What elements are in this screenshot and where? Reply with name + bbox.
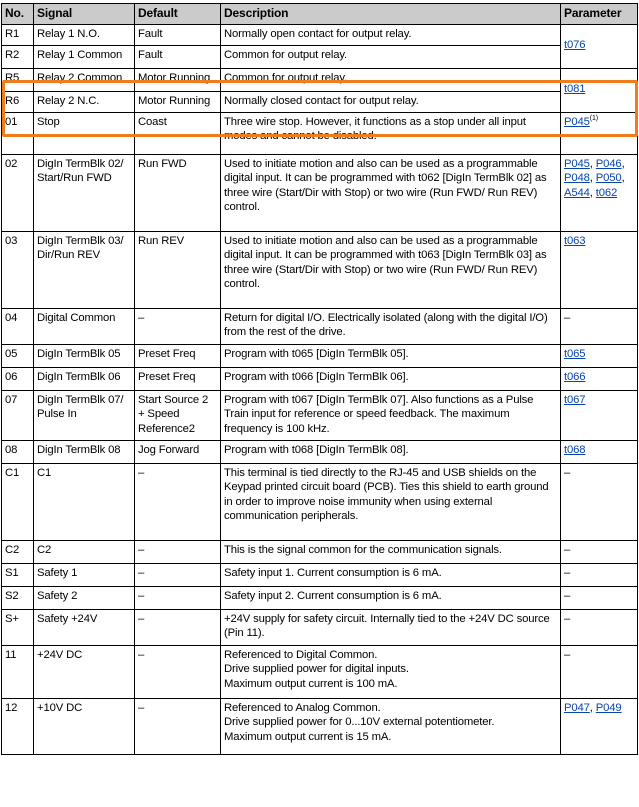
cell-parameter	[561, 308, 638, 344]
parameter-link-p046[interactable]: P046	[595, 157, 622, 170]
cell-default: Fault	[135, 45, 221, 68]
cell-default: Fault	[135, 24, 221, 45]
table-row	[2, 463, 638, 540]
cell-default: Motor Running	[135, 91, 221, 112]
parameter-link-p049[interactable]: P049	[595, 701, 622, 714]
cell-signal: Digital Common	[34, 308, 135, 344]
parameter-none: –	[564, 466, 571, 479]
cell-signal: Safety 1	[34, 563, 135, 586]
table-row	[2, 609, 638, 645]
parameter-none: –	[564, 566, 571, 579]
table-row	[2, 586, 638, 609]
table-row	[2, 68, 638, 91]
cell-signal: Relay 1 Common	[34, 45, 135, 68]
header-default: Default	[135, 4, 221, 25]
cell-no: S+	[2, 609, 34, 645]
cell-no: 08	[2, 440, 34, 463]
cell-parameter	[561, 231, 638, 308]
table-header-row	[2, 4, 638, 25]
cell-default: –	[135, 308, 221, 344]
cell-description: Used to initiate motion and also can be used as a programmable digital input. It can be programmed with t063 [DigIn TermBlk 03] as three wire (Start/Dir with Stop) or two wire (Run FWD/ Run REV) control.	[221, 231, 561, 308]
cell-description: Three wire stop. However, it functions as a stop under all input modes and cannot be disabled.	[221, 112, 561, 154]
parameter-link-t081[interactable]: t081	[564, 83, 586, 96]
cell-description: Return for digital I/O. Electrically isolated (along with the digital I/O) from the rest of the drive.	[221, 308, 561, 344]
cell-description: Program with t065 [DigIn TermBlk 05].	[221, 344, 561, 367]
cell-default: –	[135, 463, 221, 540]
parameter-link-p048[interactable]: P048	[564, 172, 590, 184]
cell-parameter	[561, 390, 638, 440]
cell-parameter	[561, 344, 638, 367]
parameter-link-p050[interactable]: P050	[595, 172, 622, 184]
table-row	[2, 91, 638, 112]
parameter-link-p045[interactable]: P045	[564, 157, 590, 170]
cell-parameter	[561, 540, 638, 563]
cell-no: 06	[2, 367, 34, 390]
parameter-link-t063[interactable]: t063	[564, 234, 586, 247]
parameter-none: –	[564, 589, 571, 602]
cell-signal: DigIn TermBlk 03/ Dir/Run REV	[34, 231, 135, 308]
cell-default: Preset Freq	[135, 367, 221, 390]
cell-parameter	[561, 563, 638, 586]
io-terminal-table	[1, 3, 638, 755]
cell-no: R5	[2, 68, 34, 91]
cell-parameter	[561, 463, 638, 540]
cell-signal: C1	[34, 463, 135, 540]
io-terminal-table-container	[1, 3, 637, 755]
cell-parameter	[561, 609, 638, 645]
cell-default: –	[135, 586, 221, 609]
parameter-link-t066[interactable]: t066	[564, 370, 586, 383]
cell-no: S2	[2, 586, 34, 609]
cell-description: Normally open contact for output relay.	[221, 24, 561, 45]
table-row	[2, 112, 638, 154]
table-row	[2, 344, 638, 367]
cell-signal: Relay 2 N.C.	[34, 91, 135, 112]
cell-signal: DigIn TermBlk 06	[34, 367, 135, 390]
parameter-link-a544[interactable]: A544	[564, 186, 590, 199]
cell-signal: C2	[34, 540, 135, 563]
cell-parameter	[561, 112, 638, 154]
cell-signal: +24V DC	[34, 645, 135, 698]
cell-parameter	[561, 68, 638, 112]
cell-default: –	[135, 609, 221, 645]
table-row	[2, 45, 638, 68]
cell-description: Referenced to Digital Common. Drive supplied power for digital inputs. Maximum output current is 100 mA.	[221, 645, 561, 698]
cell-description: Common for output relay.	[221, 68, 561, 91]
parameter-link-t067[interactable]: t067	[564, 393, 586, 406]
cell-default: Run FWD	[135, 154, 221, 231]
cell-parameter	[561, 586, 638, 609]
table-row	[2, 390, 638, 440]
cell-signal: Stop	[34, 112, 135, 154]
cell-parameter: P045, P046, P048, P050, A544, t062	[561, 154, 638, 231]
cell-signal: DigIn TermBlk 05	[34, 344, 135, 367]
table-row	[2, 308, 638, 344]
parameter-link-t076[interactable]: t076	[564, 39, 586, 52]
parameter-link-p047[interactable]: P047	[564, 701, 590, 714]
table-body	[2, 24, 638, 754]
header-description: Description	[221, 4, 561, 25]
cell-no: R2	[2, 45, 34, 68]
cell-no: 07	[2, 390, 34, 440]
table-row	[2, 154, 638, 231]
cell-description: Common for output relay.	[221, 45, 561, 68]
cell-default: –	[135, 698, 221, 754]
cell-parameter: P047, P049	[561, 698, 638, 754]
footnote-marker: (1)	[589, 114, 598, 122]
cell-default: Preset Freq	[135, 344, 221, 367]
cell-description: Referenced to Analog Common. Drive supplied power for 0...10V external potentiometer. Maximum output current is 15 mA.	[221, 698, 561, 754]
cell-signal: Relay 2 Common	[34, 68, 135, 91]
cell-signal: Relay 1 N.O.	[34, 24, 135, 45]
table-row	[2, 440, 638, 463]
parameter-none: –	[564, 612, 571, 625]
cell-signal: +10V DC	[34, 698, 135, 754]
cell-no: 03	[2, 231, 34, 308]
table-row	[2, 540, 638, 563]
header-no: No.	[2, 4, 34, 25]
table-row	[2, 698, 638, 754]
parameter-none: –	[564, 648, 571, 661]
cell-no: C1	[2, 463, 34, 540]
cell-no: 05	[2, 344, 34, 367]
cell-signal: Safety 2	[34, 586, 135, 609]
cell-signal: Safety +24V	[34, 609, 135, 645]
cell-default: Jog Forward	[135, 440, 221, 463]
table-row	[2, 563, 638, 586]
cell-default: –	[135, 540, 221, 563]
cell-description: Used to initiate motion and also can be used as a programmable digital input. It can be programmed with t062 [DigIn TermBlk 02] as three wire (Start/Dir with Stop) or two wire (Run FWD/ Run REV) control.	[221, 154, 561, 231]
table-row	[2, 231, 638, 308]
cell-default: Start Source 2 + Speed Reference2	[135, 390, 221, 440]
cell-default: Coast	[135, 112, 221, 154]
table-row	[2, 24, 638, 45]
cell-description: Program with t068 [DigIn TermBlk 08].	[221, 440, 561, 463]
parameter-link-t068[interactable]: t068	[564, 443, 586, 456]
cell-default: Motor Running	[135, 68, 221, 91]
cell-description: Program with t067 [DigIn TermBlk 07]. Also functions as a Pulse Train input for reference or speed feedback. The maximum frequency is 100 kHz.	[221, 390, 561, 440]
cell-signal: DigIn TermBlk 08	[34, 440, 135, 463]
cell-no: 11	[2, 645, 34, 698]
cell-default: Run REV	[135, 231, 221, 308]
cell-parameter	[561, 645, 638, 698]
cell-description: Program with t066 [DigIn TermBlk 06].	[221, 367, 561, 390]
cell-signal: DigIn TermBlk 07/ Pulse In	[34, 390, 135, 440]
cell-description: This terminal is tied directly to the RJ-45 and USB shields on the Keypad printed circuit board (PCB). Ties this shield to earth ground in order to improve noise immunity when using external communication peripherals.	[221, 463, 561, 540]
parameter-link-t065[interactable]: t065	[564, 347, 586, 360]
cell-default: –	[135, 645, 221, 698]
cell-no: 02	[2, 154, 34, 231]
cell-description: Safety input 1. Current consumption is 6 mA.	[221, 563, 561, 586]
header-signal: Signal	[34, 4, 135, 25]
parameter-none: –	[564, 543, 571, 556]
cell-no: 12	[2, 698, 34, 754]
cell-no: 01	[2, 112, 34, 154]
cell-description: +24V supply for safety circuit. Internally tied to the +24V DC source (Pin 11).	[221, 609, 561, 645]
cell-description: This is the signal common for the communication signals.	[221, 540, 561, 563]
cell-no: 04	[2, 308, 34, 344]
cell-default: –	[135, 563, 221, 586]
parameter-link-p045[interactable]: P045	[564, 115, 590, 128]
parameter-link-t062[interactable]: t062	[595, 186, 618, 199]
cell-signal: DigIn TermBlk 02/ Start/Run FWD	[34, 154, 135, 231]
cell-description: Normally closed contact for output relay.	[221, 91, 561, 112]
cell-no: S1	[2, 563, 34, 586]
cell-no: C2	[2, 540, 34, 563]
table-row	[2, 645, 638, 698]
header-parameter: Parameter	[561, 4, 638, 25]
parameter-none: –	[564, 311, 571, 324]
cell-description: Safety input 2. Current consumption is 6 mA.	[221, 586, 561, 609]
table-row	[2, 367, 638, 390]
cell-parameter	[561, 24, 638, 68]
cell-no: R6	[2, 91, 34, 112]
cell-parameter	[561, 367, 638, 390]
cell-no: R1	[2, 24, 34, 45]
cell-parameter	[561, 440, 638, 463]
